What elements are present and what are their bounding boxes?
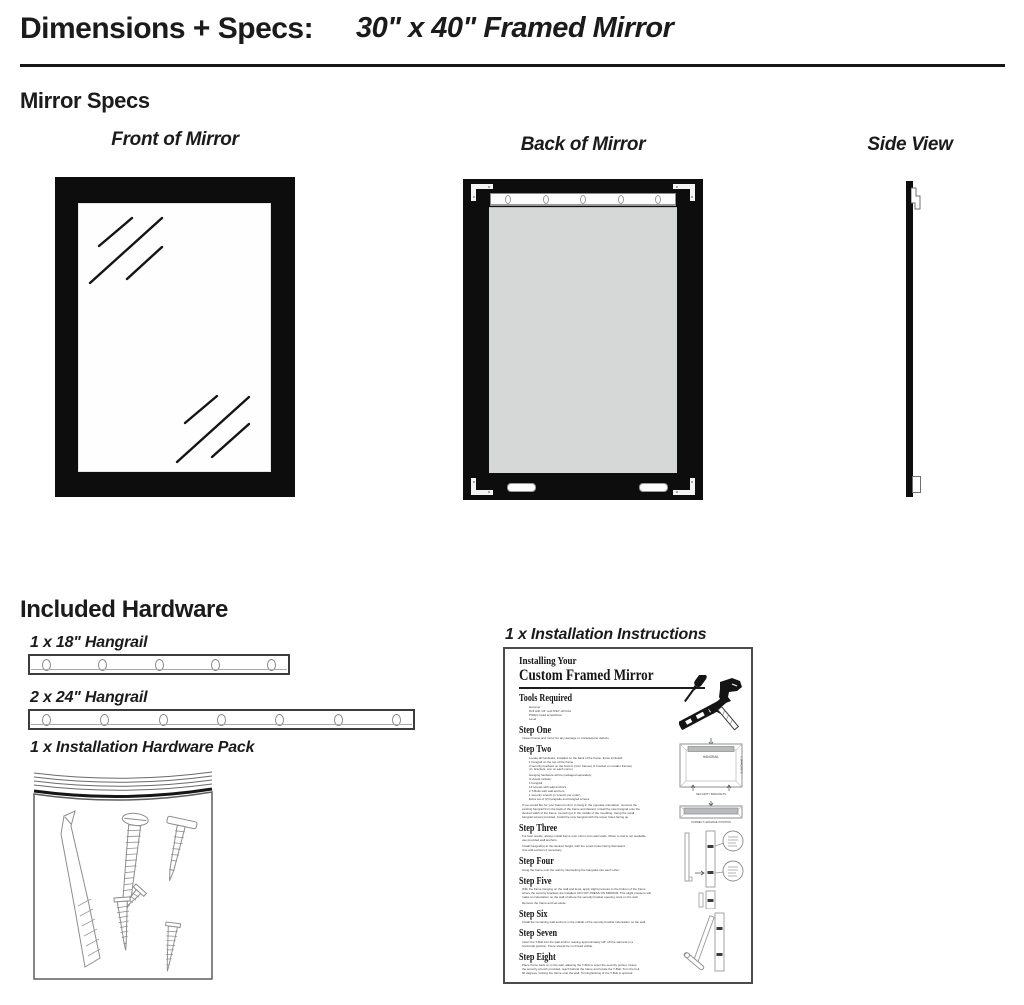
instruction-text-block [519, 845, 679, 853]
hangrail-hole [275, 714, 284, 726]
instruction-text-line: Place frame back on to the wall, allowing the T-Bolt to enter the security pocket. Grasp [522, 963, 637, 968]
included-hardware-heading: Included Hardware [20, 596, 228, 623]
instruction-text-line: For best results, always install frame onto mirror onto wall studs. When a stud is not available, [522, 834, 647, 839]
screwdriver-icon [682, 675, 708, 704]
instruction-text-block [519, 835, 679, 843]
wall-mount-diagram [679, 829, 747, 909]
instruction-text-block [519, 774, 679, 802]
instruction-text-line: desired width of the frame, centering it in the middle of the moulding. Using the small [522, 811, 635, 815]
instruction-text-line: Drill with 1/4" and 5/32" drill bits [529, 708, 571, 713]
instruction-text-line: make an indentation on the wall of where the security bracket opening rests on the wall. [522, 895, 639, 900]
header-divider [20, 64, 1005, 67]
corner-bracket-bottom-right [673, 478, 695, 495]
instruction-text-line: 2 T-Bolts with wall anchors [529, 789, 565, 794]
instruction-text-line: 90 degrees, locking the frame onto the wall. Turning/locking of the T-Bolt is optional. [522, 971, 634, 976]
wall-bumper-left [507, 483, 536, 492]
instruction-text-line: It should include: [529, 777, 552, 782]
instruction-section-heading: Step Four [519, 856, 554, 868]
hangrail-hole [334, 714, 343, 726]
instruction-text-line: Level [529, 716, 537, 721]
mirror-shine-lines [79, 204, 270, 471]
instruction-section-heading: Step One [519, 724, 552, 736]
front-of-mirror-label: Front of Mirror [111, 129, 239, 150]
frame-back-diagram [679, 737, 745, 797]
instruction-text-block [519, 706, 679, 722]
hardware-pack-bag [30, 770, 216, 982]
instruction-text-block [519, 902, 679, 906]
back-mirror-frame [463, 179, 703, 500]
hangrail-hole [580, 195, 586, 204]
instruction-text-line: existing hangrail from the back of the frame and discard. Install the new hangrail onto the [522, 807, 640, 812]
instruction-text-line: With the frame hanging on the wall and level, apply slight pressure to the bottom of the frame [522, 887, 646, 892]
page-title: Dimensions + Specs: [20, 12, 314, 45]
instruction-text-line: Hammer [529, 704, 541, 709]
hangrail-hole [505, 195, 511, 204]
instruction-text-block [519, 757, 679, 773]
hangrail-hole [217, 714, 226, 726]
instruction-text-line: Install hangrail(s) at the desired height, with the screw holes facing downward. [522, 844, 626, 849]
hangrail-24 [28, 709, 415, 730]
instruction-text-line: use provided wall anchors. [522, 838, 558, 843]
instruction-text-line: hangrail screws provided, install the new hangrail with the screw holes facing up. [522, 814, 630, 819]
instruction-text-line: Hanging hardware will be packaged separately. [529, 773, 592, 778]
instructions-label: 1 x Installation Instructions [505, 626, 707, 643]
sheet-title-line2: Custom Framed Mirror [519, 666, 654, 684]
hangrail-hole [392, 714, 401, 726]
hangrail-hole [98, 659, 107, 671]
diagram-security-brackets-label: SECURITY BRACKETS [696, 792, 726, 796]
instruction-text-line: 2 security brackets on the bottom (4 for frames) (1 bracket on smaller frames) [529, 763, 632, 768]
wall-bumper-right [639, 483, 668, 492]
instruction-text-line: Use wall anchors if necessary. [522, 848, 563, 853]
instruction-text-line: If you would like for your framed mirror to hang in the opposite orientation, unscrew the [522, 803, 638, 808]
instruction-text-line: 1 security wrench (1 wrench per order) [529, 793, 581, 798]
instruction-section-heading: Step Eight [519, 951, 556, 963]
instruction-text-line: Install the remaining wall anchors in the middle of the security bracket indentation on the wall. [522, 920, 646, 925]
hangrail-hole [543, 195, 549, 204]
corner-bracket-top-right [673, 184, 695, 201]
instruction-text-line: the security wrench provided, reach behind the frame and locate the T-Bolt. Turn the bolt [522, 967, 640, 972]
tools-illustration [679, 675, 745, 733]
tilt-install-diagram [679, 911, 745, 975]
instruction-text-block [519, 921, 679, 925]
instruction-section-heading: Tools Required [519, 693, 573, 705]
instruction-sheet-text-column [519, 656, 679, 976]
mirror-specs-heading: Mirror Specs [20, 88, 150, 113]
diagram-closeup-label: CORRECT HANGRAIL POSITION [691, 821, 731, 824]
diagram-hangrail-label: HANGRAIL [702, 755, 720, 759]
hangrail-hole [42, 659, 51, 671]
hangrail-hole [42, 714, 51, 726]
instruction-section-heading: Step Six [519, 908, 548, 920]
bag-zip-lines [34, 772, 212, 790]
side-view-frame-profile [906, 181, 913, 497]
sheet-title-line1: Installing Your [519, 655, 577, 667]
instruction-text-line: Hang the frame onto the wall by interlocking the hangrails into each other. [522, 867, 620, 872]
hangrail-hole [155, 659, 164, 671]
back-mirror-dust-cover [489, 207, 677, 473]
security-wrench-icon [683, 952, 704, 971]
instruction-section-heading: Step Three [519, 822, 558, 834]
instruction-text-line: 1 hangrail [529, 781, 543, 786]
instruction-section-heading: Step Two [519, 744, 552, 756]
instruction-text-line: 12 screws with wall anchors [529, 785, 567, 790]
instruction-text-line: 4 L brackets, one on each corner [529, 767, 573, 772]
instruction-text-block [519, 869, 679, 873]
instruction-text-line: horizontal position. There should be no thread visible. [522, 943, 593, 948]
corner-bracket-bottom-left [471, 478, 493, 495]
side-view-bumper [912, 476, 921, 493]
instruction-text-line: 1 hangrail on the top of the frame [529, 759, 574, 764]
instruction-text-block [519, 964, 679, 976]
instruction-text-line: Locate all hardware, installed on the back of the frame, these included: [529, 755, 623, 760]
instruction-text-line: where the security brackets are installed. DO NOT PRESS ON MIRROR. This slight pressure will [522, 891, 651, 896]
side-view-hangrail-hook [911, 186, 925, 216]
instruction-steps [519, 693, 679, 976]
hangrail-24-label: 2 x 24" Hangrail [30, 689, 148, 706]
hammer-icon [708, 697, 743, 733]
hangrail-hole [267, 659, 276, 671]
side-view-label: Side View [867, 134, 953, 155]
hangrail-hole [100, 714, 109, 726]
back-of-mirror-label: Back of Mirror [520, 134, 646, 155]
instruction-sheet [503, 647, 753, 984]
instruction-text-block [519, 888, 679, 900]
instruction-section-heading: Step Seven [519, 928, 558, 940]
hangrail-hole [159, 714, 168, 726]
hangrail-hole [618, 195, 624, 204]
instruction-text-block [519, 804, 679, 820]
instruction-text-block [519, 941, 679, 949]
instruction-text-block [519, 737, 679, 741]
instruction-sheet-diagram-column [679, 649, 751, 982]
instruction-text-line: Phillips head screwdriver [529, 712, 563, 717]
front-mirror-glass [78, 203, 271, 472]
instruction-text-line: Remove the frame and set aside. [522, 901, 567, 906]
page-subtitle: 30" x 40" Framed Mirror [356, 12, 674, 44]
corner-bracket-top-left [471, 184, 493, 201]
diagram-l-brackets-label: L BRACKETS [739, 756, 744, 774]
front-mirror-frame [55, 177, 295, 497]
instruction-section-heading: Step Five [519, 875, 552, 887]
hangrail-18-label: 1 x 18" Hangrail [30, 634, 148, 651]
sheet-title-underline [519, 687, 705, 689]
instruction-text-line: Insert the T-Bolt into the wall anchor, leaving approximately 1/8" off the wall and in a [522, 939, 634, 944]
hangrail-18 [28, 654, 290, 675]
hardware-pack-label: 1 x Installation Hardware Pack [30, 739, 255, 756]
back-hangrail [490, 193, 676, 206]
hangrail-hole [211, 659, 220, 671]
instruction-text-line: Inspect frame and mirror for any damage or manufacturer defects. [522, 736, 610, 741]
hangrail-hole [655, 195, 661, 204]
hangrail-closeup-diagram [679, 801, 745, 825]
instruction-text-line: Extra set of (2) hangrails and hangrail screws [529, 797, 590, 802]
